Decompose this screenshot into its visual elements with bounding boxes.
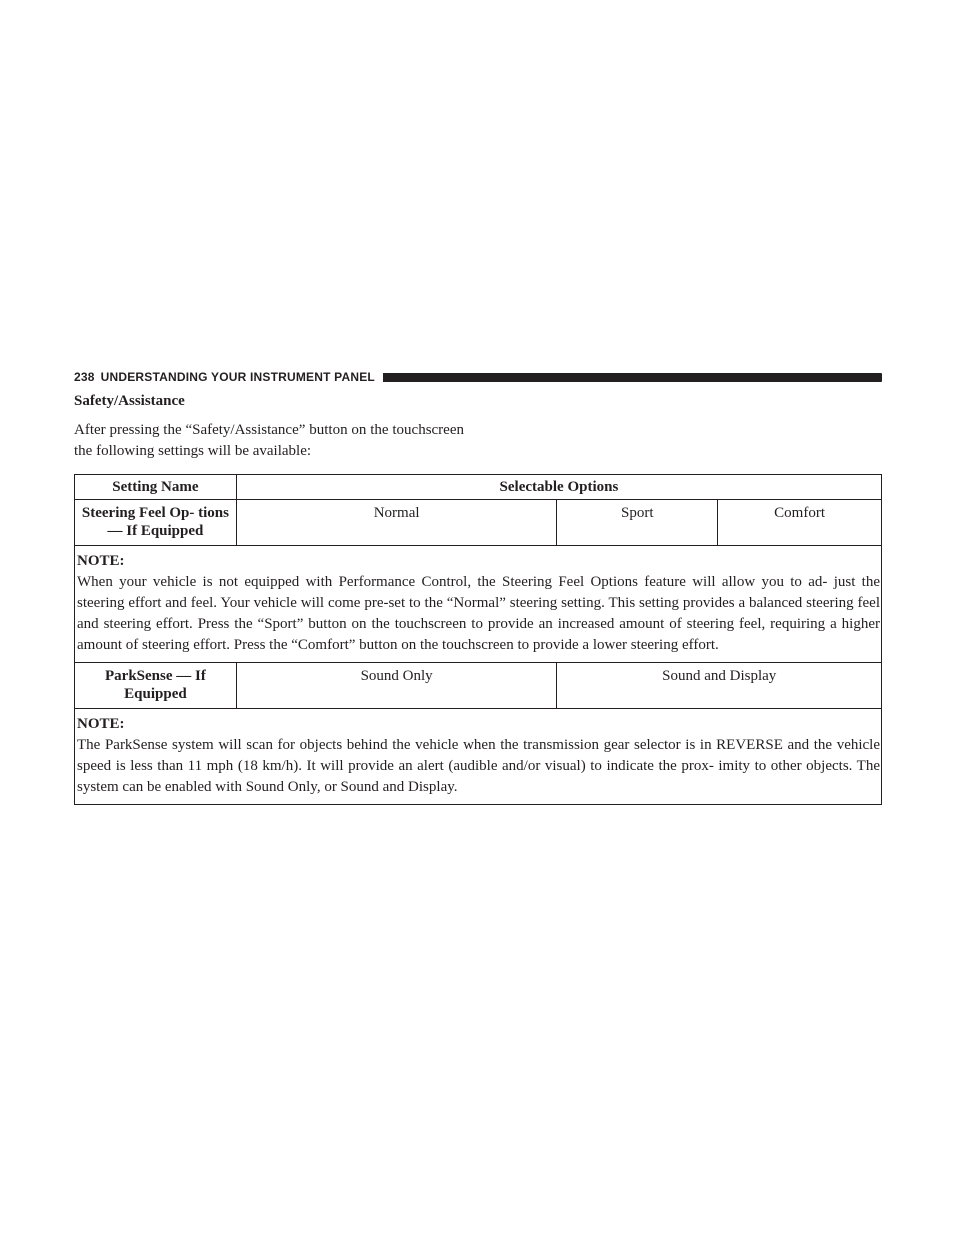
table-header-row <box>75 475 882 500</box>
table-row <box>75 500 882 546</box>
option-cell: Normal <box>236 500 557 546</box>
header-rule <box>383 373 882 382</box>
page-header <box>74 370 882 384</box>
intro-paragraph: After pressing the “Safety/Assistance” button on the touchscreen the following settings will be available: <box>74 422 464 459</box>
note-text: The ParkSense system will scan for objects behind the vehicle when the transmission gear selector is in REVERSE and the vehicle speed is less than 11 mph (18 km/h). It will provide an alert (audible and/or visual) to indicate the prox- imity to other objects. The system can be enabled with Sound Only, or Sound and Display. <box>77 737 880 795</box>
header-setting-name: Setting Name <box>75 475 237 500</box>
note-cell <box>75 709 882 805</box>
option-cell: Sound Only <box>236 663 557 709</box>
option-cell: Sound and Display <box>557 663 882 709</box>
table-row <box>75 663 882 709</box>
option-cell: Comfort <box>718 500 882 546</box>
setting-name-cell: Steering Feel Op- tions — If Equipped <box>75 500 237 546</box>
note-row <box>75 709 882 805</box>
page-number: 238 <box>74 370 95 384</box>
note-label: NOTE: <box>77 553 125 569</box>
settings-table <box>74 474 882 805</box>
note-text: When your vehicle is not equipped with Performance Control, the Steering Feel Options feature will allow you to ad- just the steering effort and feel. Your vehicle will come pre-set to the “Normal” steering setting. This setting provides a balanced steering feel and steering effort. Press the “Sport” button on the touchscreen to provide an increased amount of steering feel, requiring a higher amount of steering effort. Press the “Comfort” button on the touchscreen to provide a lower steering effort. <box>77 574 880 653</box>
setting-name-cell: ParkSense — If Equipped <box>75 663 237 709</box>
section-title: UNDERSTANDING YOUR INSTRUMENT PANEL <box>100 370 375 384</box>
subheading: Safety/Assistance <box>74 393 185 409</box>
option-cell: Sport <box>557 500 718 546</box>
header-selectable-options: Selectable Options <box>236 475 881 500</box>
note-cell <box>75 546 882 663</box>
note-label: NOTE: <box>77 716 125 732</box>
note-row <box>75 546 882 663</box>
